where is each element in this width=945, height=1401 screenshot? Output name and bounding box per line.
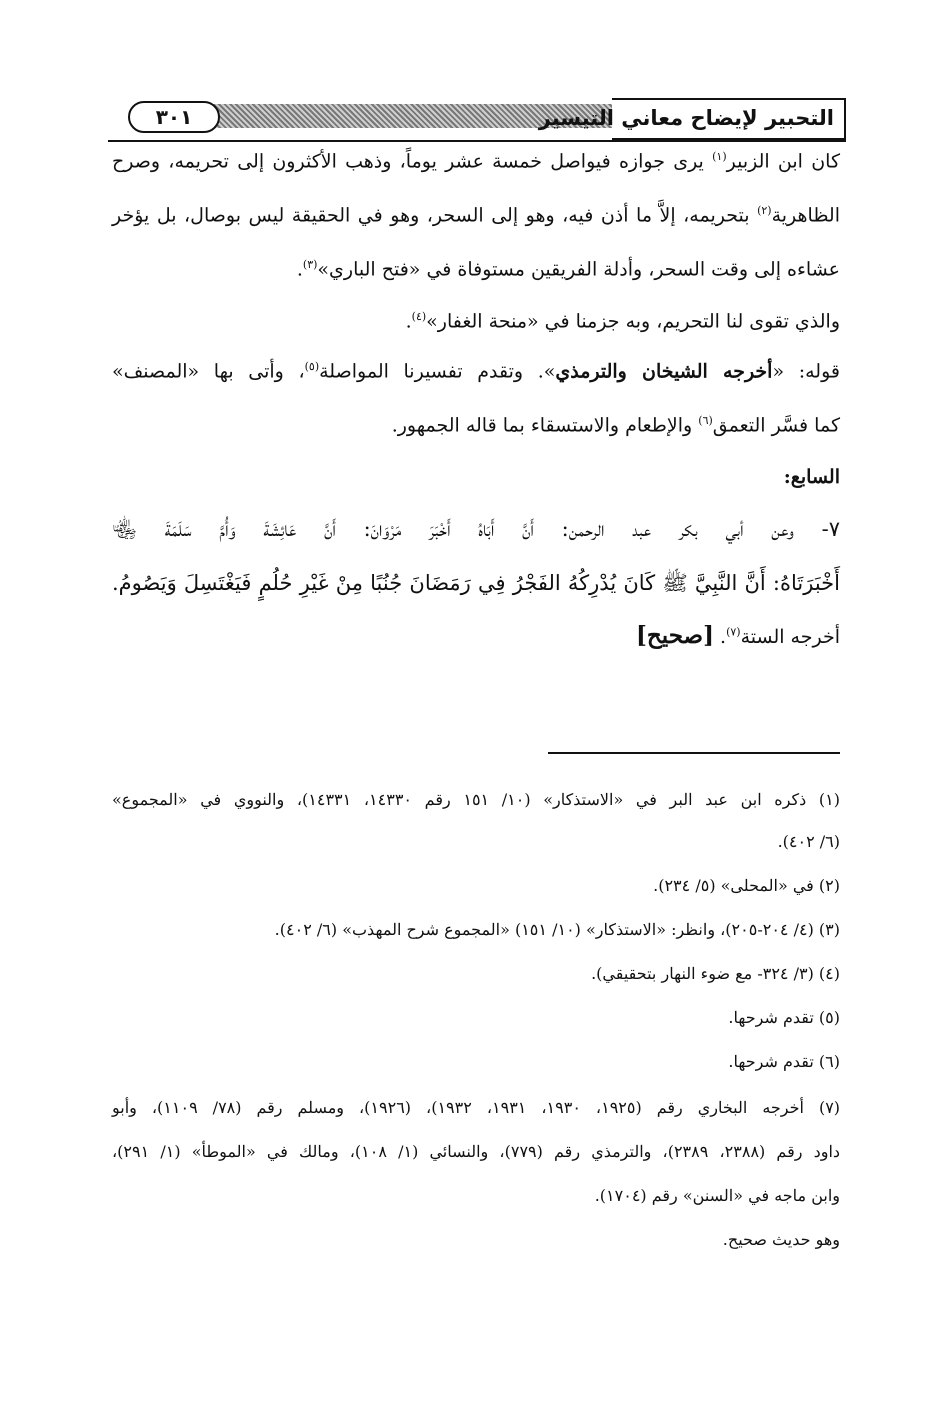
section-title: السابع:: [783, 466, 840, 488]
body-line-1: كان ابن الزبير$^{(١)}$ يرى جوازه فيواصل خمسة عشر يوماً، وذهب الأكثرون إلى تحريمه، وصرح: [112, 150, 841, 173]
footnote-1-cont: (٦/ ٤٠٢).: [777, 832, 840, 851]
footnote-separator: [548, 752, 840, 754]
hadith-line-1: ٧- وعن أبي بكر عبد الرحمن: أَنَّ أَبَاهُ أَخْبَرَ مَرْوَانَ: أَنَّ عَائِشَةَ وَأُمَّ سَلَمَةَ ﵄: [112, 517, 840, 541]
footnote-4: (٤) (٣/ ٣٢٤- مع ضوء النهار بتحقيقي).: [591, 964, 840, 983]
footnote-5: (٥) تقدم شرحها.: [728, 1008, 840, 1027]
footnote-6: (٦) تقدم شرحها.: [728, 1052, 840, 1071]
hadith-line-2: أَخْبَرَتَاهُ: أَنَّ النَّبِيَّ ﷺ كَانَ يُدْرِكُهُ الفَجْرُ فِي رَمَضَانَ جُنُبًا مِنْ غَيْرِ حُلُمٍ فَيَغْتَسِلَ وَيَصُومُ.: [112, 571, 840, 595]
footnote-7-cont-2: وابن ماجه في «السنن» رقم (١٧٠٤).: [594, 1186, 840, 1205]
footnote-1: (١) ذكره ابن عبد البر في «الاستذكار» (١٠/ ١٥١ رقم ١٤٣٣٠، ١٤٣٣١)، والنووي في «المجموع»: [112, 790, 840, 809]
grade-label: [صحيح]: [636, 622, 714, 649]
footnote-7-cont-1: داود رقم (٢٣٨٨، ٢٣٨٩)، والترمذي رقم (٧٧٩)، والنسائي (١/ ١٠٨)، ومالك في «الموطأ» (١/ ٢٩١)،: [112, 1142, 841, 1161]
body-line-5: قوله: «أخرجه الشيخان والترمذي». وتقدم تفسيرنا المواصلة$^{(٥)}$، وأتى بها «المصنف»: [112, 360, 840, 383]
footnote-2: (٢) في «المحلى» (٥/ ٢٣٤).: [653, 876, 840, 895]
takhrij-line: أخرجه الستة$^{(٧)}$. [صحيح]: [636, 622, 840, 649]
footnote-7-cont-3: وهو حديث صحيح.: [722, 1230, 840, 1249]
running-header: [108, 98, 846, 144]
page-number: ٣٠١: [155, 105, 193, 129]
body-line-6: كما فسَّر التعمق$^{(٦)}$ والإطعام والاستسقاء بما قاله الجمهور.: [391, 414, 840, 437]
footnote-7: (٧) أخرجه البخاري رقم (١٩٢٥، ١٩٣٠، ١٩٣١، ١٩٣٢)، (١٩٢٦)، ومسلم رقم (٧٨/ ١١٠٩)، وأبو: [112, 1098, 841, 1117]
body-line-2: الظاهرية$^{(٢)}$ بتحريمه، إلاَّ ما أذن فيه، وهو إلى السحر، وهو في الحقيقة ليس بوصال، بل يؤخر: [112, 204, 840, 227]
header-rule: [108, 140, 846, 142]
footnote-3: (٣) (٤/ ٢٠٤-٢٠٥)، وانظر: «الاستذكار» (١٠/ ١٥١) «المجموع شرح المهذب» (٦/ ٤٠٢).: [274, 920, 840, 939]
book-title: التحبير لإيضاح معاني التيسير: [538, 106, 834, 130]
header-title-box: [538, 98, 846, 140]
page-number-badge: [128, 101, 220, 133]
body-line-3: عشاءه إلى وقت السحر، وأدلة الفريقين مستوفاة في «فتح الباري»$^{(٣)}$.: [296, 258, 840, 281]
body-line-4: والذي تقوى لنا التحريم، وبه جزمنا في «منحة الغفار»$^{(٤)}$.: [405, 310, 840, 333]
